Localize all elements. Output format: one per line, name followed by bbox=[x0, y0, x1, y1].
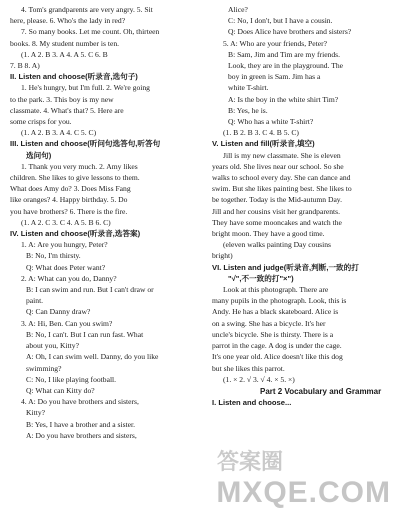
right-line: Alice? bbox=[228, 5, 248, 14]
right-line: swim. But she likes painting best. She likes to bbox=[212, 184, 352, 194]
right-line: V. Listen and fill(听录音,填空) bbox=[212, 139, 315, 149]
left-line: (1. A 2. B 3. A 4. C 5. C) bbox=[21, 128, 97, 138]
right-line: Q: Does Alice have brothers and sisters? bbox=[228, 27, 352, 37]
part2-heading: Part 2 Vocabulary and Grammar bbox=[260, 386, 382, 396]
left-line: II. Listen and choose(听录音,选句子) bbox=[10, 72, 138, 82]
right-line: many pupils in the photograph. Look, this is bbox=[212, 296, 347, 306]
left-line: about you, Kitty? bbox=[26, 341, 79, 351]
left-line: paint. bbox=[26, 296, 44, 306]
left-line: III. Listen and choose(听问句选答句,听答句 bbox=[10, 139, 161, 149]
left-line: to the park. 3. This boy is my new bbox=[10, 94, 114, 104]
left-line: A: Oh, I can swim well. Danny, do you like bbox=[26, 352, 159, 362]
left-line: 4. Tom's grandparents are very angry. 5. Sit bbox=[21, 5, 153, 14]
left-line: Q: What does Peter want? bbox=[26, 262, 106, 272]
left-line: What does Amy do? 3. Does Miss Fang bbox=[10, 184, 131, 194]
left-line: (1. A 2. C 3. C 4. A 5. B 6. C) bbox=[21, 217, 111, 227]
right-line: They have some mooncakes and watch the bbox=[212, 217, 342, 227]
right-line: bright) bbox=[212, 251, 233, 261]
left-column bbox=[10, 4, 198, 441]
right-line: VI. Listen and judge(听录音,判断,一致的打 bbox=[212, 262, 359, 272]
right-line: (1. × 2. √ 3. √ 4. × 5. ×) bbox=[223, 374, 295, 384]
right-line: walks to school every day. She can dance and bbox=[212, 173, 351, 183]
left-line: (1. A 2. B 3. A 4. A 5. C 6. B bbox=[21, 49, 108, 59]
left-line: Kitty? bbox=[26, 408, 45, 418]
left-line: B: No, I'm thirsty. bbox=[26, 251, 81, 261]
right-line: white T-shirt. bbox=[228, 83, 269, 93]
right-line: Jill and her cousins visit her grandparents. bbox=[212, 206, 341, 216]
left-line: Q: Can Danny draw? bbox=[26, 307, 91, 317]
watermark-badge: 答案圈 bbox=[216, 449, 283, 474]
right-line: boy in green is Sam. Jim has a bbox=[228, 72, 321, 82]
left-line: some crisps for you. bbox=[10, 117, 72, 127]
right-line: but she likes this parrot. bbox=[212, 363, 285, 373]
watermark-logo: MXQE.COM bbox=[216, 476, 391, 509]
left-line: B: Yes, I have a brother and a sister. bbox=[26, 419, 136, 429]
right-line: Q: Who has a white T-shirt? bbox=[228, 117, 314, 127]
right-line: B: Sam, Jim and Tim are my friends. bbox=[228, 49, 341, 59]
right-column bbox=[212, 4, 400, 408]
right-line: Jill is my new classmate. She is eleven bbox=[223, 150, 341, 160]
left-line: 4. A: Do you have brothers and sisters, bbox=[21, 397, 139, 407]
right-line: uncle's bicycle. She is thirsty. There is a bbox=[212, 329, 334, 339]
left-line: here, please. 6. Who's the lady in red? bbox=[10, 16, 126, 26]
left-line: A: Do you have brothers and sisters, bbox=[26, 430, 137, 440]
right-line: It's one year old. Alice doesn't like this dog bbox=[212, 352, 343, 362]
left-line: 1. He's hungry, but I'm full. 2. We're going bbox=[21, 83, 150, 93]
left-line: IV. Listen and choose(听录音,选答案) bbox=[10, 229, 141, 239]
left-line: B: No, I can't. But I can run fast. What bbox=[26, 329, 144, 339]
right-line: C: No, I don't, but I have a cousin. bbox=[228, 16, 333, 26]
right-line: A: Is the boy in the white shirt Tim? bbox=[228, 94, 339, 104]
right-line: be together. Today is the Mid-autumn Day. bbox=[212, 195, 343, 205]
right-line: bright moon. They have a good time. bbox=[212, 229, 325, 239]
right-line: (eleven walks painting Day cousins bbox=[223, 240, 331, 250]
left-line: B: I can swim and run. But I can't draw or bbox=[26, 285, 154, 295]
left-line: classmate. 4. What's that? 5. Here are bbox=[10, 105, 124, 115]
left-line: books. 8. My student number is ten. bbox=[10, 38, 120, 48]
right-line: "√",不一致的打"×") bbox=[228, 273, 294, 283]
right-line: I. Listen and choose... bbox=[212, 398, 292, 408]
left-line: 7. So many books. Let me count. Oh, thirteen bbox=[21, 27, 160, 37]
left-line: 3. A: Hi, Ben. Can you swim? bbox=[21, 318, 113, 328]
right-line: parrot in the cage. A dog is under the cage. bbox=[212, 341, 342, 351]
left-line: like oranges? 4. Happy birthday. 5. Do bbox=[10, 195, 128, 205]
left-line: C: No, I like playing football. bbox=[26, 374, 117, 384]
left-line: 2. A: What can you do, Danny? bbox=[21, 273, 117, 283]
left-line: 1. A: Are you hungry, Peter? bbox=[21, 240, 108, 250]
right-line: on a swing. She has a bicycle. It's her bbox=[212, 318, 326, 328]
left-line: 选问句) bbox=[26, 150, 52, 160]
left-line: 1. Thank you very much. 2. Amy likes bbox=[21, 161, 138, 171]
left-line: swimming? bbox=[26, 363, 62, 373]
right-line: (1. B 2. B 3. C 4. B 5. C) bbox=[223, 128, 299, 138]
left-line: children. She likes to give lessons to them. bbox=[10, 173, 140, 183]
right-line: Look, they are in the playground. The bbox=[228, 61, 343, 71]
right-line: Look at this photograph. There are bbox=[223, 285, 329, 295]
left-line: you have brothers? 6. There is the fire. bbox=[10, 206, 128, 216]
right-line: years old. She lives near our school. So she bbox=[212, 161, 344, 171]
left-line: Q: What can Kitty do? bbox=[26, 385, 95, 395]
left-line: 7. B 8. A) bbox=[10, 61, 40, 71]
right-line: B: Yes, he is. bbox=[228, 105, 268, 115]
right-line: Andy. He has a black skateboard. Alice is bbox=[212, 307, 339, 317]
right-line: 5. A: Who are your friends, Peter? bbox=[223, 38, 328, 48]
